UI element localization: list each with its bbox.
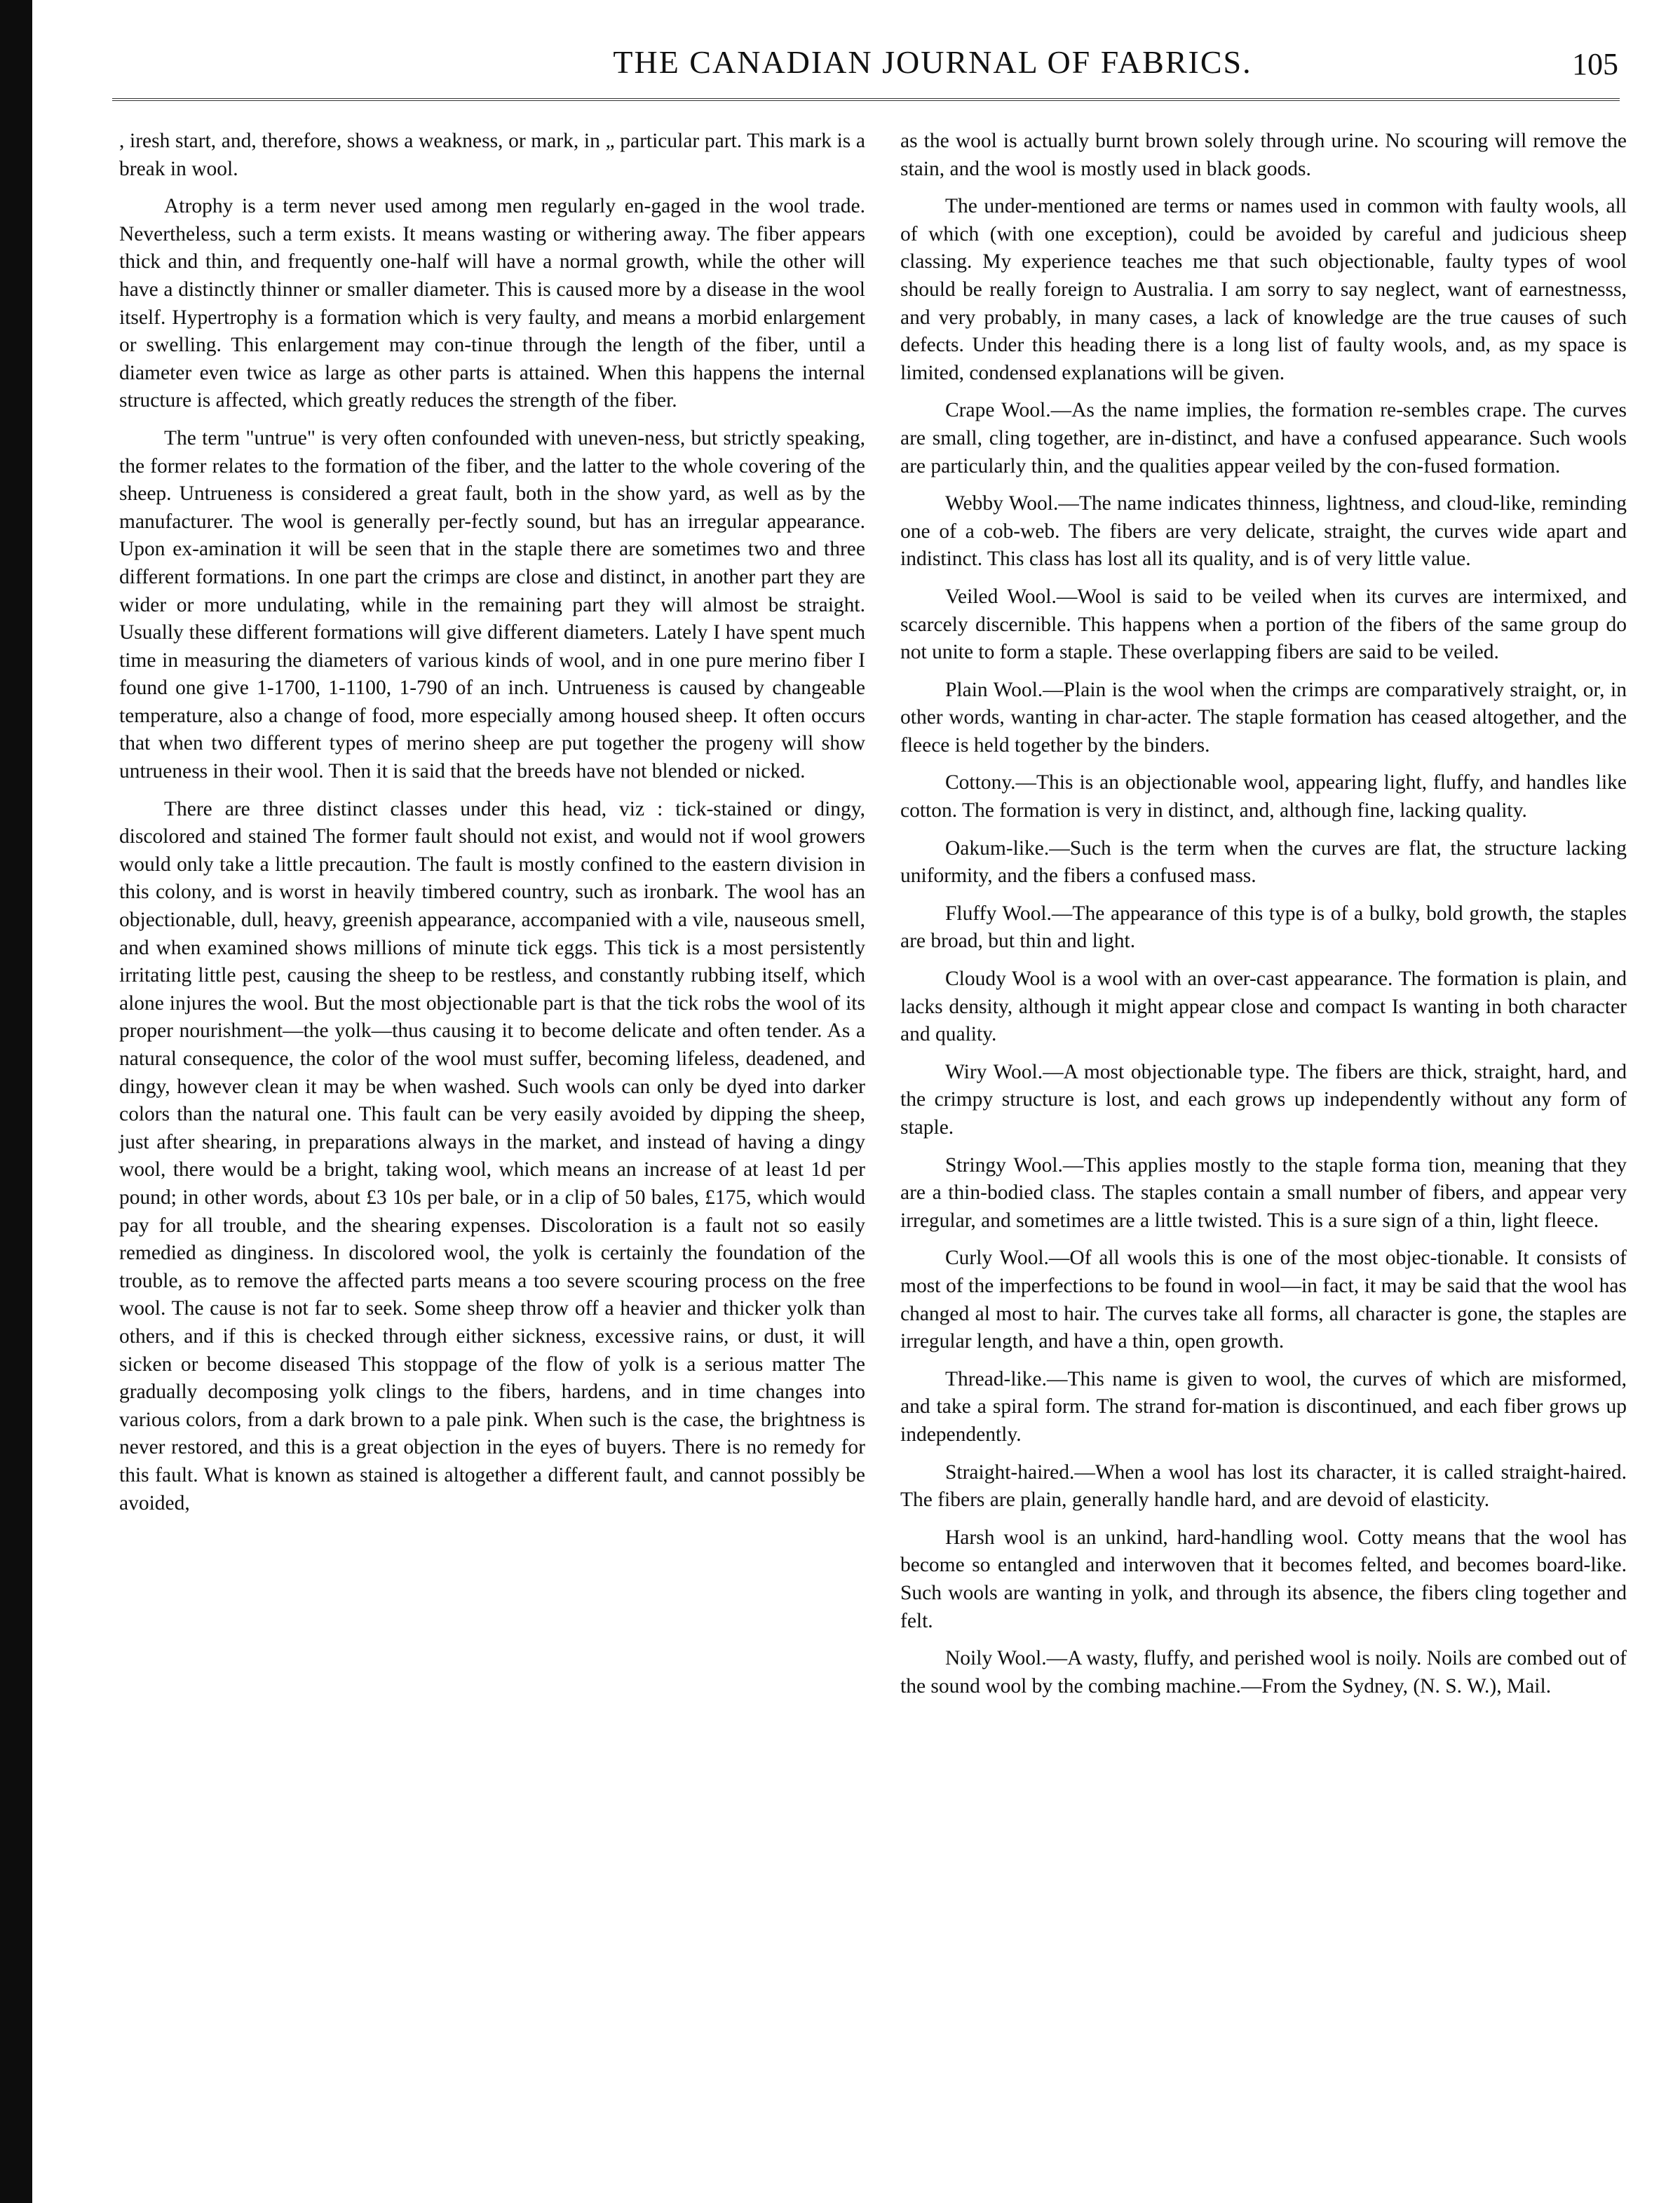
paragraph: Cloudy Wool is a wool with an over-cast appearance. The formation is plain, and lacks density, although it might appear close and compact Is wanting in both character and quality. (900, 968, 1627, 1046)
paragraph: Crape Wool.—As the name implies, the formation re-sembles crape. The curves are small, cling together, are in-distinct, and have a confused appearance. Such wools are particularly thin, and the qualities appear veiled by the con-fused formation. (900, 399, 1627, 477)
paragraph: Atrophy is a term never used among men regularly en-gaged in the wool trade. Nevertheless, such a term exists. It means wasting or withering away. The fiber appears thick and thin, and frequently one-half will have a normal growth, while the other will have a distinctly thinner or smaller diameter. This is caused more by a disease in the wool itself. Hypertrophy is a formation which is very faulty, and means a morbid enlargement or swelling. This enlargement may con-tinue through the length of the fiber, until a diameter even twice as large as other parts is attained. When this happens the internal structure is affected, which greatly reduces the strength of the fiber. (119, 195, 865, 412)
paragraph: Webby Wool.—The name indicates thinness, lightness, and cloud-like, reminding one of a cob-web. The fibers are very delicate, straight, the curves wide apart and indistinct. This class has lost all its quality, and is of very little value. (900, 492, 1627, 571)
paragraph: , iresh start, and, therefore, shows a weakness, or mark, in „ particular part. This mark is a break in wool. (119, 130, 865, 180)
paragraph: Straight-haired.—When a wool has lost its character, it is called straight-haired. The fibers are plain, generally handle hard, and are devoid of elasticity. (900, 1460, 1627, 1512)
paragraph: Veiled Wool.—Wool is said to be veiled when its curves are intermixed, and scarcely discernible. This happens when a portion of the fibers of the same group do not unite to form a staple. These overlapping fibers are said to be veiled. (900, 585, 1627, 664)
page-number: 105 (1572, 47, 1618, 81)
paragraph: Fluffy Wool.—The appearance of this type is of a bulky, bold growth, the staples are broad, but thin and light. (900, 902, 1627, 953)
paragraph: Curly Wool.—Of all wools this is one of the most objec-tionable. It consists of most of the imperfections to be found in wool—in fact, it may be said that the wool has changed al most to hair. The curves take all forms, all character is gone, the staples are irregular length, and have a thin, open growth. (900, 1247, 1627, 1353)
left-column (119, 128, 865, 1527)
right-column (900, 128, 1627, 1710)
paragraph: There are three distinct classes under this head, viz : tick-stained or dingy, discolored and stained The former fault should not exist, and would not if wool growers would only take a little precaution. The fault is mostly confined to the eastern division in this colony, and is worst in heavily timbered country, such as ironbark. The wool has an objectionable, dull, heavy, greenish appearance, accompanied with a vile, nauseous smell, and when examined shows millions of minute tick eggs. This tick is a most persistently irritating little pest, causing the sheep to be restless, and constantly rubbing itself, which alone injures the wool. But the most objectionable part is that the tick robs the wool of its proper nourishment—the yolk—thus causing it to become delicate and often tender. As a natural consequence, the color of the wool must suffer, becoming lifeless, deadened, and dingy, however clean it may be when washed. Such wools can only be dyed into darker colors than the natural one. This fault can be very easily avoided by dipping the sheep, just after shearing, in preparations always in the market, and instead of having a dingy wool, there would be a bright, taking wool, which means an increase of at least 1d per pound; in other words, about £3 10s per bale, or in a clip of 50 bales, £175, which would pay for all trouble, and the shearing expenses. Discoloration is a fault not so easily remedied as dinginess. In discolored wool, the yolk is certainly the foundation of the trouble, as to remove the affected parts means a too severe scouring process on the free wool. The cause is not far to seek. Some sheep throw off a heavier and thicker yolk than others, and if this is checked through either sickness, excessive rains, or dust, it will sicken or become diseased This stoppage of the flow of yolk is a serious matter The gradually decomposing yolk clings to the fibers, hardens, and in time changes into various colors, from a dark brown to a pale pink. When such is the case, the brightness is never restored, and this is a great objection in the eyes of buyers. There is no remedy for this fault. What is known as stained is altogether a different fault, and cannot possibly be avoided, (119, 797, 865, 1514)
paragraph: Noily Wool.—A wasty, fluffy, and perished wool is noily. Noils are combed out of the sound wool by the combing machine.—From the Sydney, (N. S. W.), Mail. (900, 1647, 1627, 1697)
journal-title: THE CANADIAN JOURNAL OF FABRICS. (613, 44, 1252, 80)
paragraph: as the wool is actually burnt brown solely through urine. No scouring will remove the stain, and the wool is mostly used in black goods. (900, 130, 1627, 180)
paragraph: The term "untrue" is very often confounded with uneven-ness, but strictly speaking, the former relates to the formation of the fiber, and the latter to the whole covering of the sheep. Untrueness is considered a great fault, both in the show yard, as well as by the manufacturer. The wool is generally per-fectly sound, but has an irregular appearance. Upon ex-amination it will be seen that in the staple there are sometimes two and three different formations. In one part the crimps are close and distinct, in another part they are wider or more undulating, while in the remaining part they will almost be straight. Usually these different formations will give different diameters. Lately I have spent much time in measuring the diameters of various kinds of wool, and in one pure merino fiber I found one give 1-1700, 1-1100, 1-790 of an inch. Untrueness is caused by changeable temperature, also a change of food, more especially among housed sheep. It often occurs that when two different types of merino sheep are put together the progeny will show untrueness in their wool. Then it is said that the breeds have not blended or nicked. (119, 426, 865, 783)
header-rule (112, 98, 1620, 101)
page-binding-edge (0, 0, 32, 2203)
paragraph: The under-mentioned are terms or names used in common with faulty wools, all of which (with one exception), could be avoided by careful and judicious sheep classing. My experience teaches me that such objectionable, faulty types of wool should be really foreign to Australia. I am sorry to say neglect, want of earnestnesss, and very probably, in many cases, a lack of knowledge are the true causes of such defects. Under this heading there is a long list of faulty wools, and, as my space is limited, condensed explanations will be given. (900, 195, 1627, 384)
paragraph: Thread-like.—This name is given to wool, the curves of which are misformed, and take a spiral form. The strand for-mation is discontinued, and each fiber grows up independently. (900, 1367, 1627, 1446)
paragraph: Wiry Wool.—A most objectionable type. The fibers are thick, straight, hard, and the crimpy structure is lost, and each grows up independently without any form of staple. (900, 1060, 1627, 1139)
paragraph: Stringy Wool.—This applies mostly to the staple forma tion, meaning that they are a thin-bodied class. The staples contain a small number of fibers, and appear very irregular, and sometimes are a little twisted. This is a sure sign of a thin, light fleece. (900, 1153, 1627, 1232)
paragraph: Plain Wool.—Plain is the wool when the crimps are comparatively straight, or, in other words, wanting in char-acter. The staple formation has ceased altogether, and the fleece is held together by the binders. (900, 678, 1627, 757)
paragraph: Harsh wool is an unkind, hard-handling wool. Cotty means that the wool has become so entangled and interwoven that it becomes felted, and becomes board-like. Such wools are wanting in yolk, and through its absence, the fibers cling together and felt. (900, 1526, 1627, 1632)
paragraph: Oakum-like.—Such is the term when the curves are flat, the structure lacking uniformity, and the fibers a confused mass. (900, 836, 1627, 888)
page-header (84, 43, 1627, 100)
paragraph: Cottony.—This is an objectionable wool, appearing light, fluffy, and handles like cotton. The formation is very in distinct, and, although fine, lacking quality. (900, 771, 1627, 822)
